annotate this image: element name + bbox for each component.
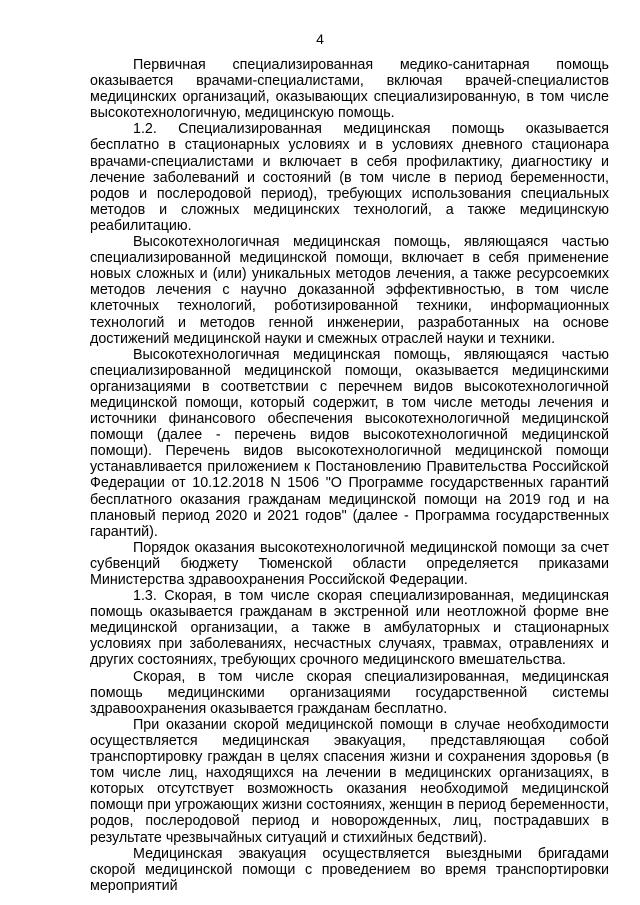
paragraph: 1.2. Специализированная медицинская помощь оказывается бесплатно в стационарных условиях и в условиях дневного стационара врачами-специалистами и включает в себя профилактику, диагностику и лечение заболеваний и состояний (в том числе в период беременности, родов и послеродовой период), требующих использования специальных методов и сложных медицинских технологий, а также медицинскую реабилитацию. <box>90 121 609 234</box>
paragraph: 1.3. Скорая, в том числе скорая специализированная, медицинская помощь оказывается гражданам в экстренной или неотложной форме вне медицинской организации, а также в амбулаторных и стационарных условиях при заболеваниях, несчастных случаях, травмах, отравлениях и других состояниях, требующих срочного медицинского вмешательства. <box>90 588 609 669</box>
paragraph: Высокотехнологичная медицинская помощь, являющаяся частью специализированной медицинской помощи, оказывается медицинскими организациями в соответствии с перечнем видов высокотехнологичной медицинской помощи, который содержит, в том числе методы лечения и источники финансового обеспечения высокотехнологичной медицинской помощи (далее - перечень видов высокотехнологичной медицинской помощи). Перечень видов высокотехнологичной медицинской помощи устанавливается приложением к Постановлению Правительства Российской Федерации от 10.12.2018 N 1506 "О Программе государственных гарантий бесплатного оказания гражданам медицинской помощи на 2019 год и на плановый период 2020 и 2021 годов" (далее - Программа государственных гарантий). <box>90 346 609 540</box>
paragraph: Скорая, в том числе скорая специализированная, медицинская помощь медицинскими организациями государственной системы здравоохранения оказывается гражданам бесплатно. <box>90 668 609 717</box>
paragraph: При оказании скорой медицинской помощи в случае необходимости осуществляется медицинская эвакуация, представляющая собой транспортировку граждан в целях спасения жизни и сохранения здоровья (в том числе лиц, находящихся на лечении в медицинских организациях, в которых отсутствует возможность оказания необходимой медицинской помощи при угрожающих жизни состояниях, женщин в период беременности, родов, послеродовой период и новорожденных, лиц, пострадавших в результате чрезвычайных ситуаций и стихийных бедствий). <box>90 716 609 846</box>
page-number: 4 <box>316 31 324 47</box>
document-body <box>90 57 609 894</box>
paragraph: Первичная специализированная медико-санитарная помощь оказывается врачами-специалистами, включая врачей-специалистов медицинских организаций, оказывающих специализированную, в том числе высокотехнологичную, медицинскую помощь. <box>90 57 609 122</box>
paragraph: Порядок оказания высокотехнологичной медицинской помощи за счет субвенций бюджету Тюменской области определяется приказами Министерства здравоохранения Российской Федерации. <box>90 539 609 588</box>
paragraph: Высокотехнологичная медицинская помощь, являющаяся частью специализированной медицинской помощи, включает в себя применение новых сложных и (или) уникальных методов лечения, а также ресурсоемких методов лечения с научно доказанной эффективностью, в том числе клеточных технологий, роботизированной техники, информационных технологий и методов генной инженерии, разработанных на основе достижений медицинской науки и смежных отраслей науки и техники. <box>90 234 609 347</box>
paragraph: Медицинская эвакуация осуществляется выездными бригадами скорой медицинской помощи с проведением во время транспортировки мероприятий <box>90 845 609 894</box>
